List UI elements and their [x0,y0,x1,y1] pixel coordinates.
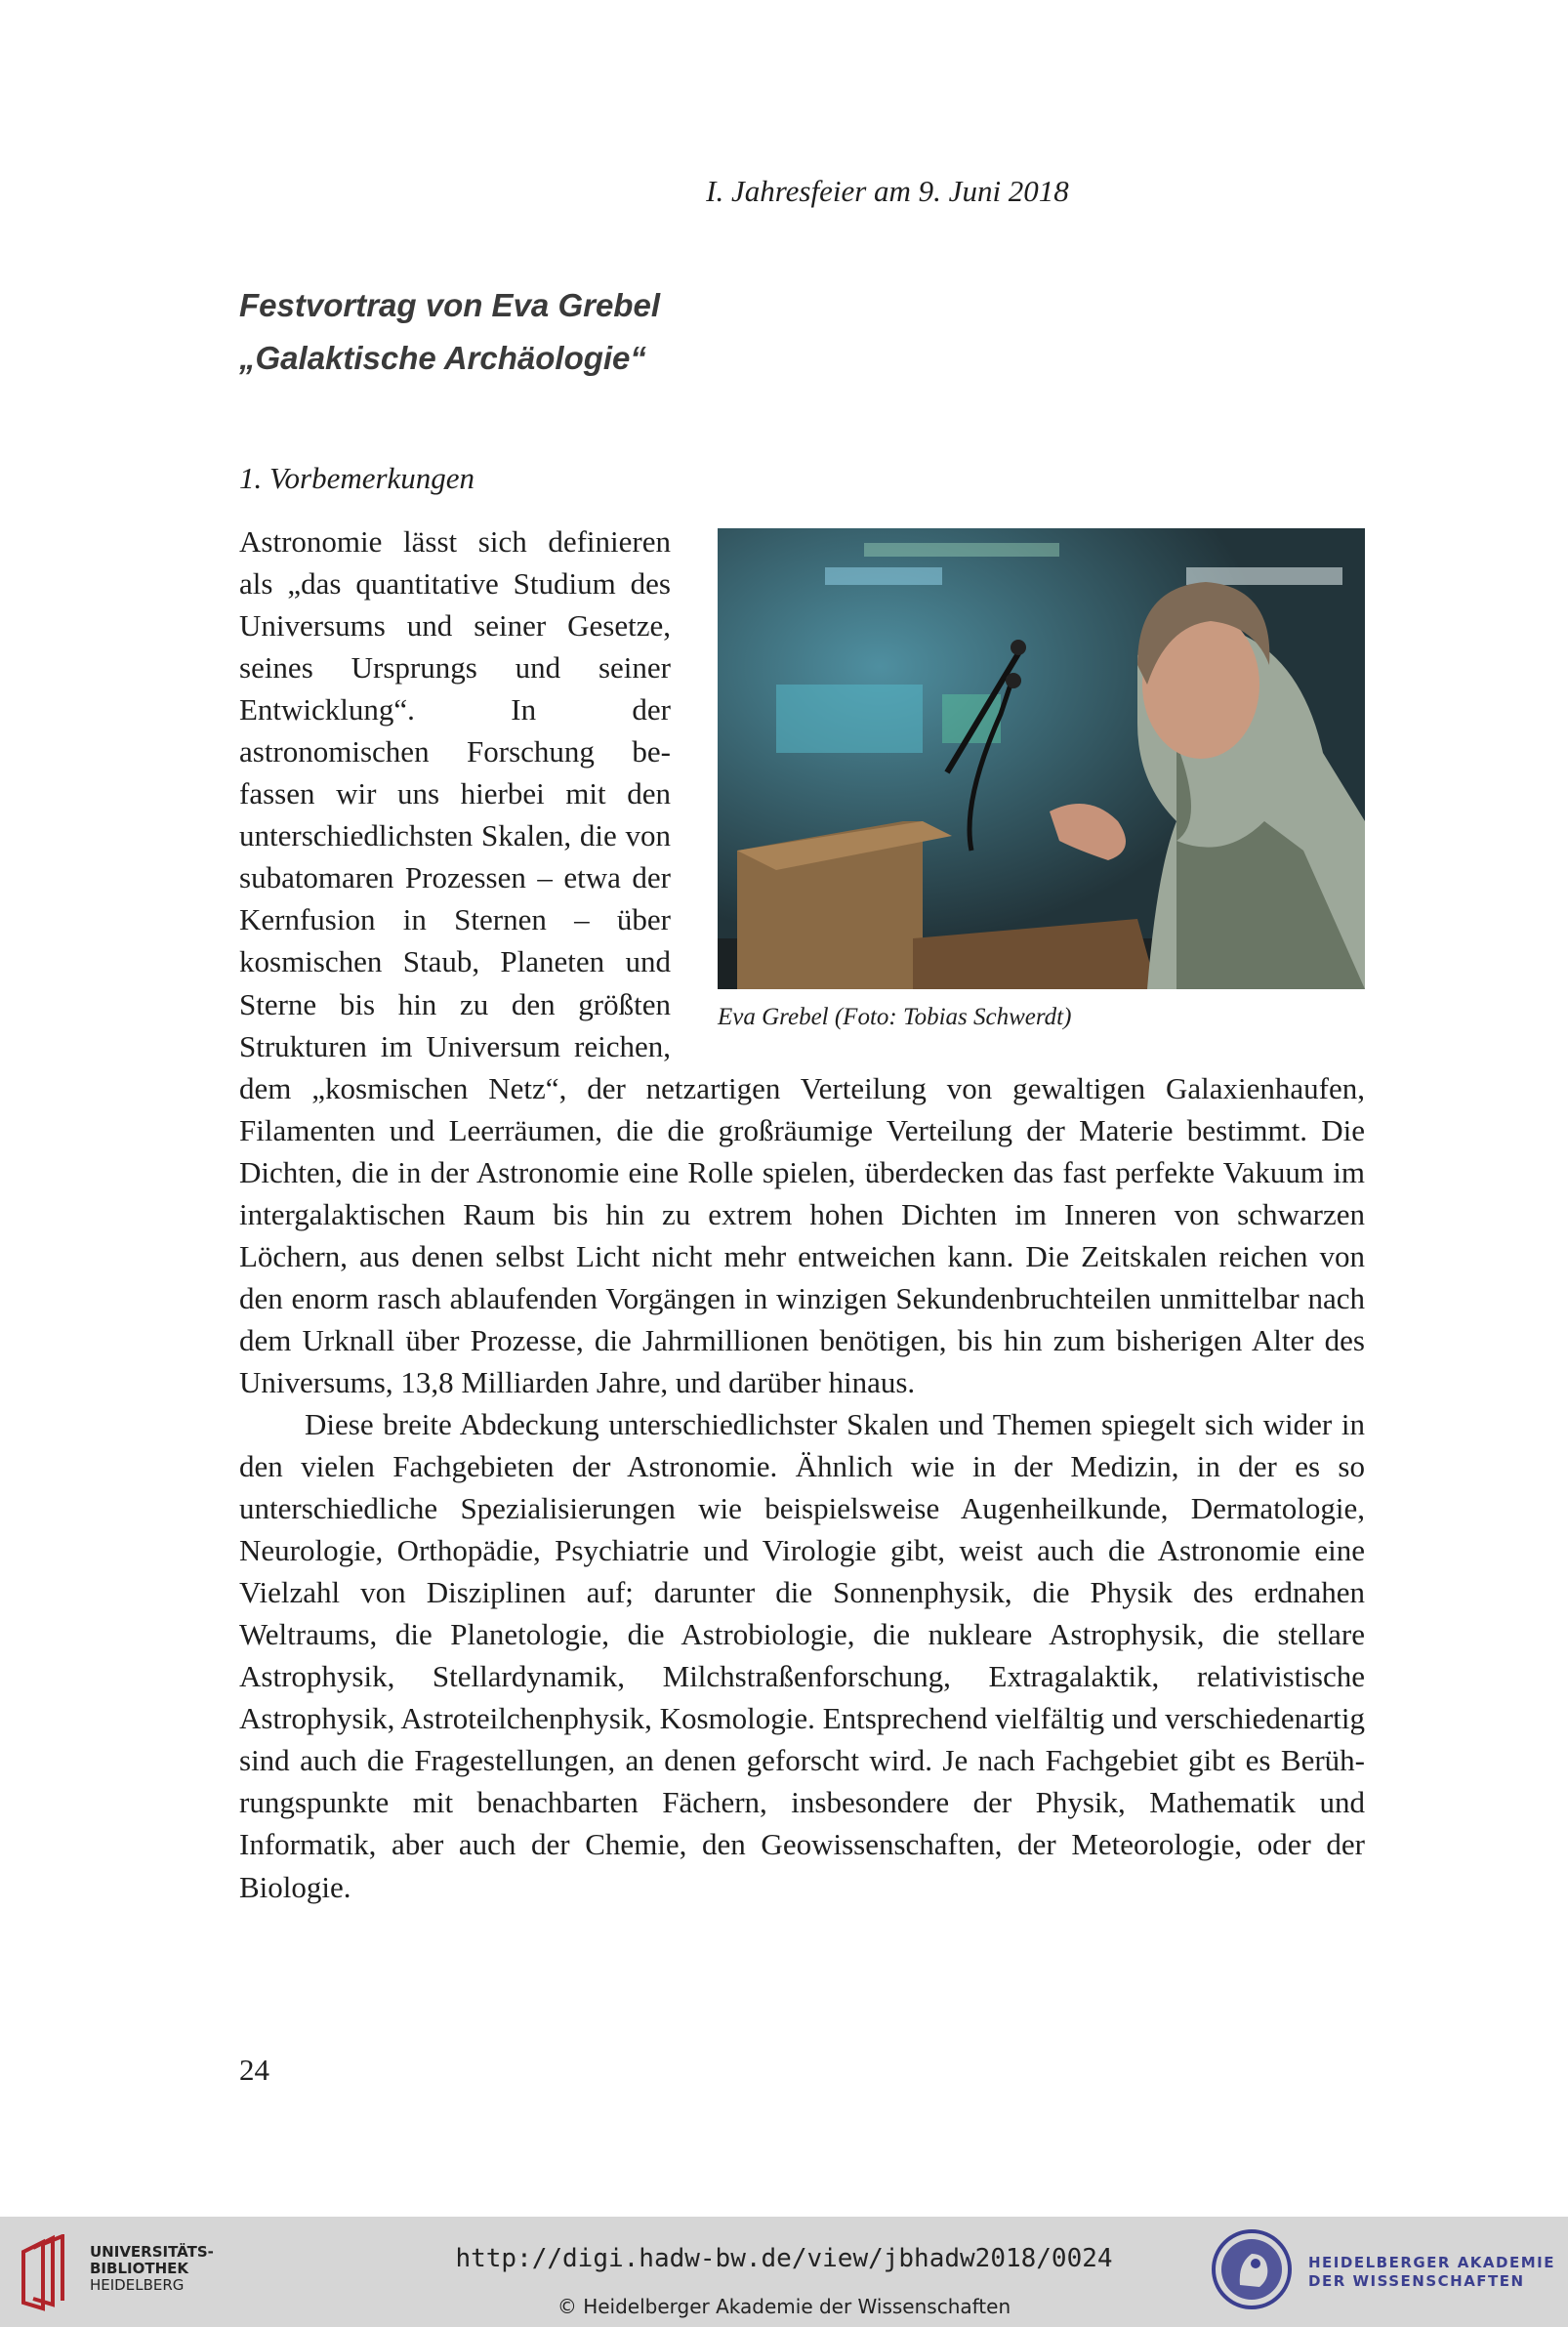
footer-url-link[interactable]: http://digi.hadw-bw.de/view/jbhadw2018/0024 [455,2244,1113,2273]
academy-label-line2: DER WISSENSCHAFTEN [1308,2272,1525,2290]
library-label-line2: BIBLIOTHEK [90,2260,188,2277]
paragraph-1: Astronomie lässt sich definieren als „das quantitative Studium des Universums und seiner Gesetze, seines Ursprungs und seiner Entwicklung“. In der astronomischen Forschung befassen wir uns hierbei mit den unterschiedlichsten Skalen, die von subatomaren Prozessen – etwa der Kernfusion in Sternen – über kosmischen Staub, Planeten und Sterne bis hin zu den größten Strukturen im Universum reichen, dem „kosmischen Netz“, der netzartigen Verteilung von gewaltigen Galaxienhaufen, Filamenten und Leerräumen, die die großräumige Verteilung der Materie bestimmt. Die Dichten, die in der Astronomie eine Rolle spielen, überdecken das fast perfekte Vakuum im intergalaktischen Raum bis hin zu extrem hohen Dichten im Inneren von schwarzen Löchern, aus denen selbst Licht nicht mehr entweichen kann. Die Zeitskalen reichen von den enorm rasch ablaufenden Vorgängen in winzigen Sekundenbruchteilen unmittelbar nach dem Urknall über Prozesse, die Jahrmillionen benötigen, bis hin zum bisherigen Alter des Universums, 13,8 Milliarden Jahre, und darüber hinaus. [239,524,1365,1399]
paragraph-2: Diese breite Abdeckung unterschiedlichster Skalen und Themen spiegelt sich wider in den vielen Fachgebieten der Astronomie. Ähnlich wie in der Medizin, in der es so unterschiedliche Spezialisierungen wie beispielsweise Augenheilkunde, Dermatologie, Neurologie, Orthopädie, Psychiatrie und Virologie gibt, weist auch die Astronomie eine Vielzahl von Disziplinen auf; darunter die Sonnenphysik, die Physik des erdnahen Weltraums, die Planetologie, die Astrobiologie, die nukleare Astrophysik, die stellare Astrophysik, Stellardynamik, Milchstraßenforschung, Extragalaktik, relativistische Astrophysik, Astroteilchenphysik, Kosmologie. Entsprechend vielfältig und verschiedenartig sind auch die Fragestellungen, an denen geforscht wird. Je nach Fachgebiet gibt es Berührungspunkte mit benachbarten Fächern, insbesondere der Physik, Mathematik und Informatik, aber auch der Chemie, den Geowissenschaften, der Meteorologie, oder der Biologie. [239,1406,1365,1904]
lecture-title-line1: Festvortrag von Eva Grebel [239,287,660,323]
footer [0,2217,1568,2327]
figure-caption: Eva Grebel (Foto: Tobias Schwerdt) [718,1004,1072,1030]
figure [718,528,1365,1032]
lecture-title-line2: „Galaktische Archäologie“ [239,340,646,376]
library-label-line1: UNIVERSITÄTS- [90,2243,214,2261]
article-body [239,520,1365,1908]
academy-label [1308,2254,1555,2291]
lecture-title [239,279,660,385]
running-head: I. Jahresfeier am 9. Juni 2018 [706,174,1069,208]
library-label-line3: HEIDELBERG [90,2276,185,2294]
speaker-photo-illustration [718,528,1365,989]
footer-copyright: © Heidelberger Akademie der Wissenschaften [557,2295,1011,2318]
speaker-photo [718,528,1365,989]
academy-label-line1: HEIDELBERGER AKADEMIE [1308,2254,1555,2271]
academy-seal-icon [1211,2228,1293,2310]
section-heading: 1. Vorbemerkungen [239,461,475,495]
page-number: 24 [239,2053,269,2087]
